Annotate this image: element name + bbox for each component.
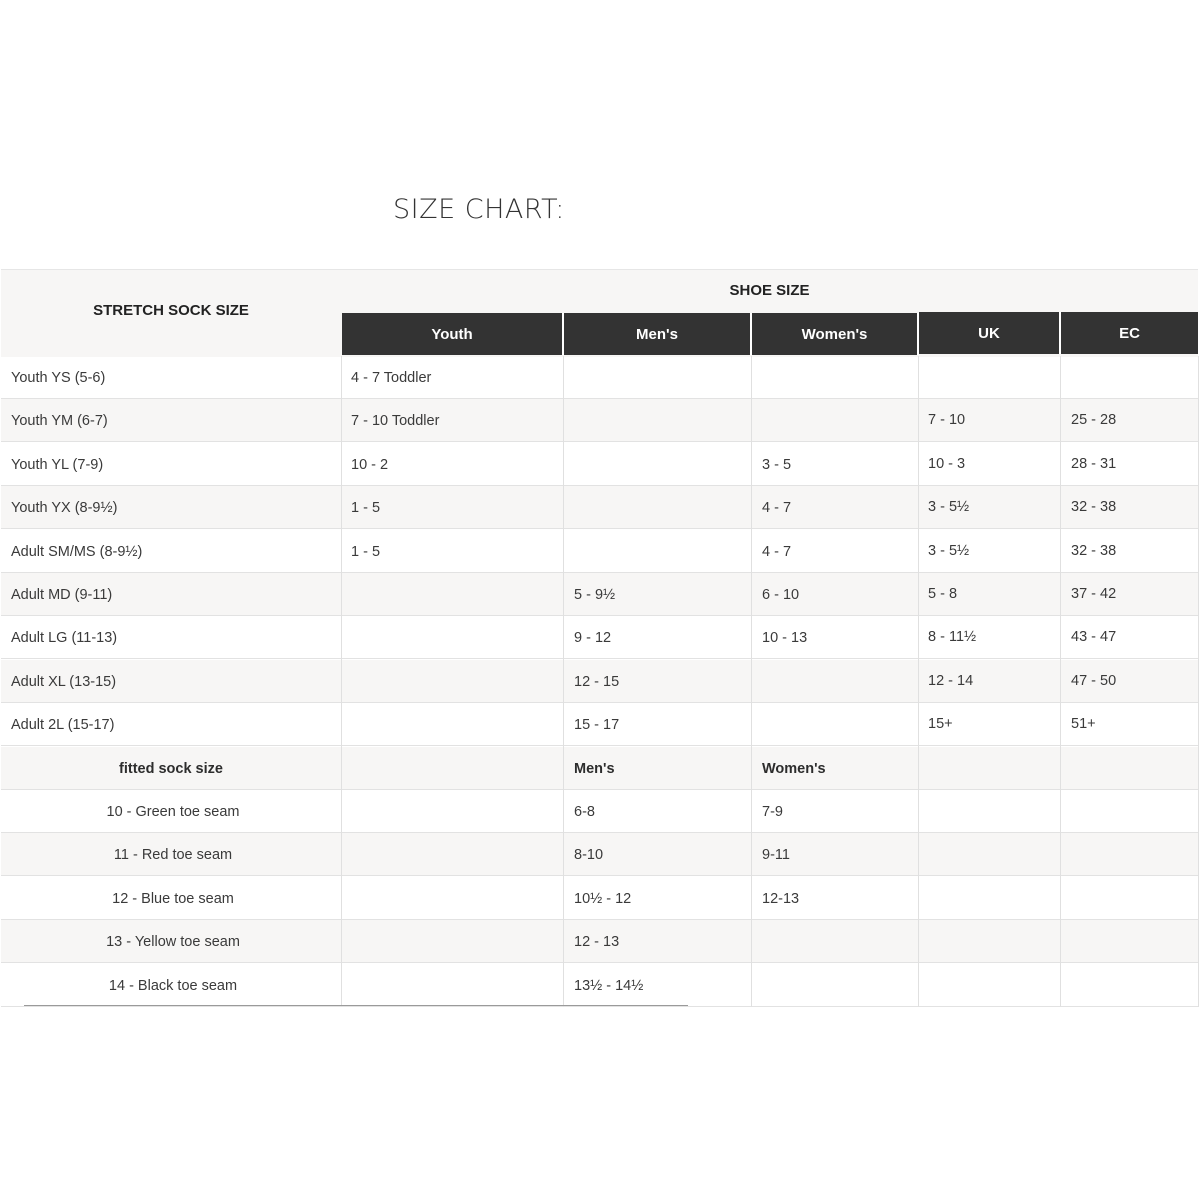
fitted-sock-size-cell: 12 - Blue toe seam xyxy=(112,891,234,907)
youth-column-header: Youth xyxy=(342,313,564,355)
womens-shoe-cell: 3 - 5 xyxy=(762,457,792,473)
size-chart-table xyxy=(0,268,1200,1008)
youth-shoe-cell: 10 - 2 xyxy=(351,457,389,473)
mens-shoe-cell: 15 - 17 xyxy=(574,717,620,733)
table-row-regional xyxy=(919,573,1198,616)
sock-size-cell: Youth YS (5-6) xyxy=(11,370,106,386)
fitted-mens-header: Men's xyxy=(574,761,615,777)
column-divider xyxy=(751,356,752,1007)
uk-size-cell: 3 - 5½ xyxy=(928,499,970,515)
table-row-regional xyxy=(919,747,1198,790)
shoe-size-header: SHOE SIZE xyxy=(729,282,810,299)
sock-size-cell: Adult SM/MS (8-9½) xyxy=(11,544,143,560)
fitted-womens-cell: 12-13 xyxy=(762,891,800,907)
table-row xyxy=(1,399,918,442)
fitted-sock-size-cell: 11 - Red toe seam xyxy=(113,847,233,863)
fitted-womens-cell: 9-11 xyxy=(762,847,790,863)
ec-size-cell: 28 - 31 xyxy=(1071,456,1117,472)
womens-shoe-cell: 4 - 7 xyxy=(762,500,792,516)
fitted-mens-cell: 6-8 xyxy=(574,804,595,820)
sock-size-cell: Adult XL (13-15) xyxy=(11,674,117,690)
sock-size-cell: Youth YM (6-7) xyxy=(11,413,108,429)
fitted-womens-cell: 7-9 xyxy=(762,804,783,820)
womens-shoe-cell: 10 - 13 xyxy=(762,630,808,646)
uk-column-header: UK xyxy=(919,312,1061,354)
fitted-sock-size-cell: 14 - Black toe seam xyxy=(108,978,238,994)
youth-shoe-cell: 1 - 5 xyxy=(351,544,381,560)
table-row xyxy=(1,356,918,399)
uk-size-cell: 5 - 8 xyxy=(928,586,958,602)
uk-size-cell: 3 - 5½ xyxy=(928,543,970,559)
uk-size-cell: 10 - 3 xyxy=(928,456,966,472)
column-divider xyxy=(563,356,564,1007)
womens-column-header: Women's xyxy=(752,313,919,355)
table-bottom-rule xyxy=(24,1005,688,1006)
uk-size-cell: 8 - 11½ xyxy=(928,629,977,645)
ec-size-cell: 47 - 50 xyxy=(1071,673,1117,689)
table-row-regional xyxy=(919,964,1198,1007)
fitted-sock-size-header: fitted sock size xyxy=(119,761,223,777)
fitted-mens-cell: 10½ - 12 xyxy=(574,891,632,907)
table-row-regional xyxy=(919,833,1198,876)
ec-size-cell: 25 - 28 xyxy=(1071,412,1117,428)
mens-shoe-cell: 9 - 12 xyxy=(574,630,612,646)
fitted-mens-cell: 8-10 xyxy=(574,847,604,863)
mens-column-header: Men's xyxy=(564,313,752,355)
table-row-regional xyxy=(919,356,1198,399)
youth-shoe-cell: 4 - 7 Toddler xyxy=(351,370,432,386)
womens-shoe-cell: 4 - 7 xyxy=(762,544,792,560)
sock-size-cell: Adult LG (11-13) xyxy=(11,630,118,646)
fitted-sock-size-cell: 13 - Yellow toe seam xyxy=(106,934,240,950)
ec-size-cell: 51+ xyxy=(1071,716,1096,732)
stretch-sock-size-header: STRETCH SOCK SIZE xyxy=(93,302,249,319)
ec-size-cell: 43 - 47 xyxy=(1071,629,1117,645)
table-row-regional xyxy=(919,790,1198,833)
sock-size-cell: Youth YL (7-9) xyxy=(11,457,104,473)
table-row xyxy=(1,660,918,703)
fitted-mens-cell: 13½ - 14½ xyxy=(574,978,644,994)
page-title: SIZE CHART: xyxy=(393,194,565,225)
fitted-mens-cell: 12 - 13 xyxy=(574,934,620,950)
table-row-regional xyxy=(919,920,1198,963)
column-divider xyxy=(918,356,919,1007)
table-row xyxy=(1,703,918,746)
column-divider xyxy=(1198,356,1199,1007)
column-divider xyxy=(341,356,342,1007)
sock-size-cell: Adult MD (9-11) xyxy=(11,587,113,603)
ec-column-header: EC xyxy=(1061,312,1198,354)
youth-shoe-cell: 1 - 5 xyxy=(351,500,381,516)
table-row-regional xyxy=(919,877,1198,920)
table-row-regional xyxy=(919,703,1198,746)
ec-size-cell: 32 - 38 xyxy=(1071,543,1117,559)
column-divider xyxy=(1060,356,1061,1007)
uk-size-cell: 7 - 10 xyxy=(928,412,966,428)
mens-shoe-cell: 12 - 15 xyxy=(574,674,620,690)
womens-shoe-cell: 6 - 10 xyxy=(762,587,800,603)
uk-size-cell: 12 - 14 xyxy=(928,673,974,689)
fitted-womens-header: Women's xyxy=(762,761,826,777)
uk-size-cell: 15+ xyxy=(928,716,953,732)
sock-size-cell: Youth YX (8-9½) xyxy=(11,500,118,516)
ec-size-cell: 32 - 38 xyxy=(1071,499,1117,515)
mens-shoe-cell: 5 - 9½ xyxy=(574,587,616,603)
ec-size-cell: 37 - 42 xyxy=(1071,586,1117,602)
sock-size-cell: Adult 2L (15-17) xyxy=(11,717,115,733)
fitted-sock-size-cell: 10 - Green toe seam xyxy=(106,804,240,820)
youth-shoe-cell: 7 - 10 Toddler xyxy=(351,413,440,429)
